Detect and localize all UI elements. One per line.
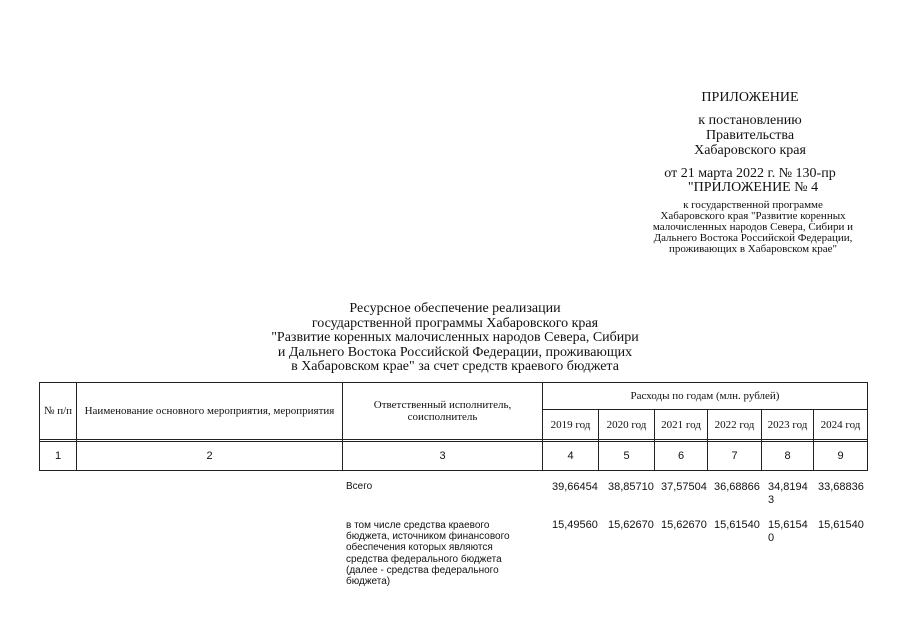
header-year: 2020 год <box>599 410 655 440</box>
federal-value-2023: 15,61540 <box>768 519 808 544</box>
column-number: 5 <box>599 442 655 471</box>
total-value-2019: 39,66454 <box>552 481 598 493</box>
appendix4-line: к государственной программе <box>683 199 823 211</box>
header-year: 2021 год <box>655 410 708 440</box>
total-value-2023: 34,81943 <box>768 481 808 506</box>
document-title-line: в Хабаровском крае" за счет средств краевого бюджета <box>291 359 619 374</box>
appendix4-block <box>628 180 878 255</box>
total-value-2020: 38,85710 <box>608 481 654 493</box>
appendix-line: к постановлению <box>698 113 802 128</box>
resource-table <box>39 382 868 471</box>
header-year: 2022 год <box>708 410 762 440</box>
federal-value-2020: 15,62670 <box>608 519 654 531</box>
column-number: 4 <box>543 442 599 471</box>
header-activity-name: Наименование основного мероприятия, мероприятия <box>77 383 343 440</box>
document-title-line: государственной программы Хабаровского края <box>311 315 599 331</box>
total-value-2021: 37,57504 <box>661 481 707 493</box>
column-number: 3 <box>343 442 543 471</box>
column-number: 2 <box>77 442 343 471</box>
row-label-total: Всего <box>346 481 373 492</box>
header-number: № п/п <box>40 383 77 440</box>
header-executor: Ответственный исполнитель, соисполнитель <box>343 383 543 440</box>
column-number: 8 <box>762 442 814 471</box>
row-label-federal: в том числе средства краевого бюджета, источником финансового обеспечения которых являются средства федерального бюджета (далее - средства федерального бюджета) <box>346 520 510 588</box>
total-value-2024: 33,68836 <box>818 481 864 493</box>
column-number: 1 <box>40 442 77 471</box>
document-title-line: "Развитие коренных малочисленных народов Севера, Сибири <box>271 330 639 345</box>
appendix4-line: малочисленных народов Севера, Сибири и <box>652 221 854 233</box>
federal-value-2021: 15,62670 <box>661 519 707 531</box>
appendix4-title: "ПРИЛОЖЕНИЕ № 4 <box>687 180 819 195</box>
federal-value-2022: 15,61540 <box>714 519 760 531</box>
document-title-line: и Дальнего Востока Российской Федерации, проживающих <box>277 344 633 360</box>
appendix4-line: Дальнего Востока Российской Федерации, <box>653 232 853 244</box>
federal-value-2024: 15,61540 <box>818 519 864 531</box>
document-title <box>230 302 680 375</box>
appendix-line: Правительства <box>705 128 795 143</box>
appendix-title: ПРИЛОЖЕНИЕ <box>701 90 799 105</box>
column-number: 9 <box>814 442 868 471</box>
total-value-2022: 36,68866 <box>714 481 760 493</box>
document-title-line: Ресурсное обеспечение реализации <box>349 301 561 316</box>
header-year: 2019 год <box>543 410 599 440</box>
appendix-line: Хабаровского края <box>694 143 806 158</box>
appendix-date: от 21 марта 2022 г. № 130-пр <box>664 166 836 181</box>
column-number: 6 <box>655 442 708 471</box>
header-year: 2024 год <box>814 410 868 440</box>
appendix4-text <box>628 200 878 255</box>
column-number: 7 <box>708 442 762 471</box>
header-year: 2023 год <box>762 410 814 440</box>
appendix4-line: Хабаровского края "Развитие коренных <box>660 210 846 222</box>
appendix4-line: проживающих в Хабаровском крае" <box>668 243 837 255</box>
header-expenses: Расходы по годам (млн. рублей) <box>543 383 868 410</box>
federal-value-2019: 15,49560 <box>552 519 598 531</box>
appendix-block <box>600 90 900 181</box>
